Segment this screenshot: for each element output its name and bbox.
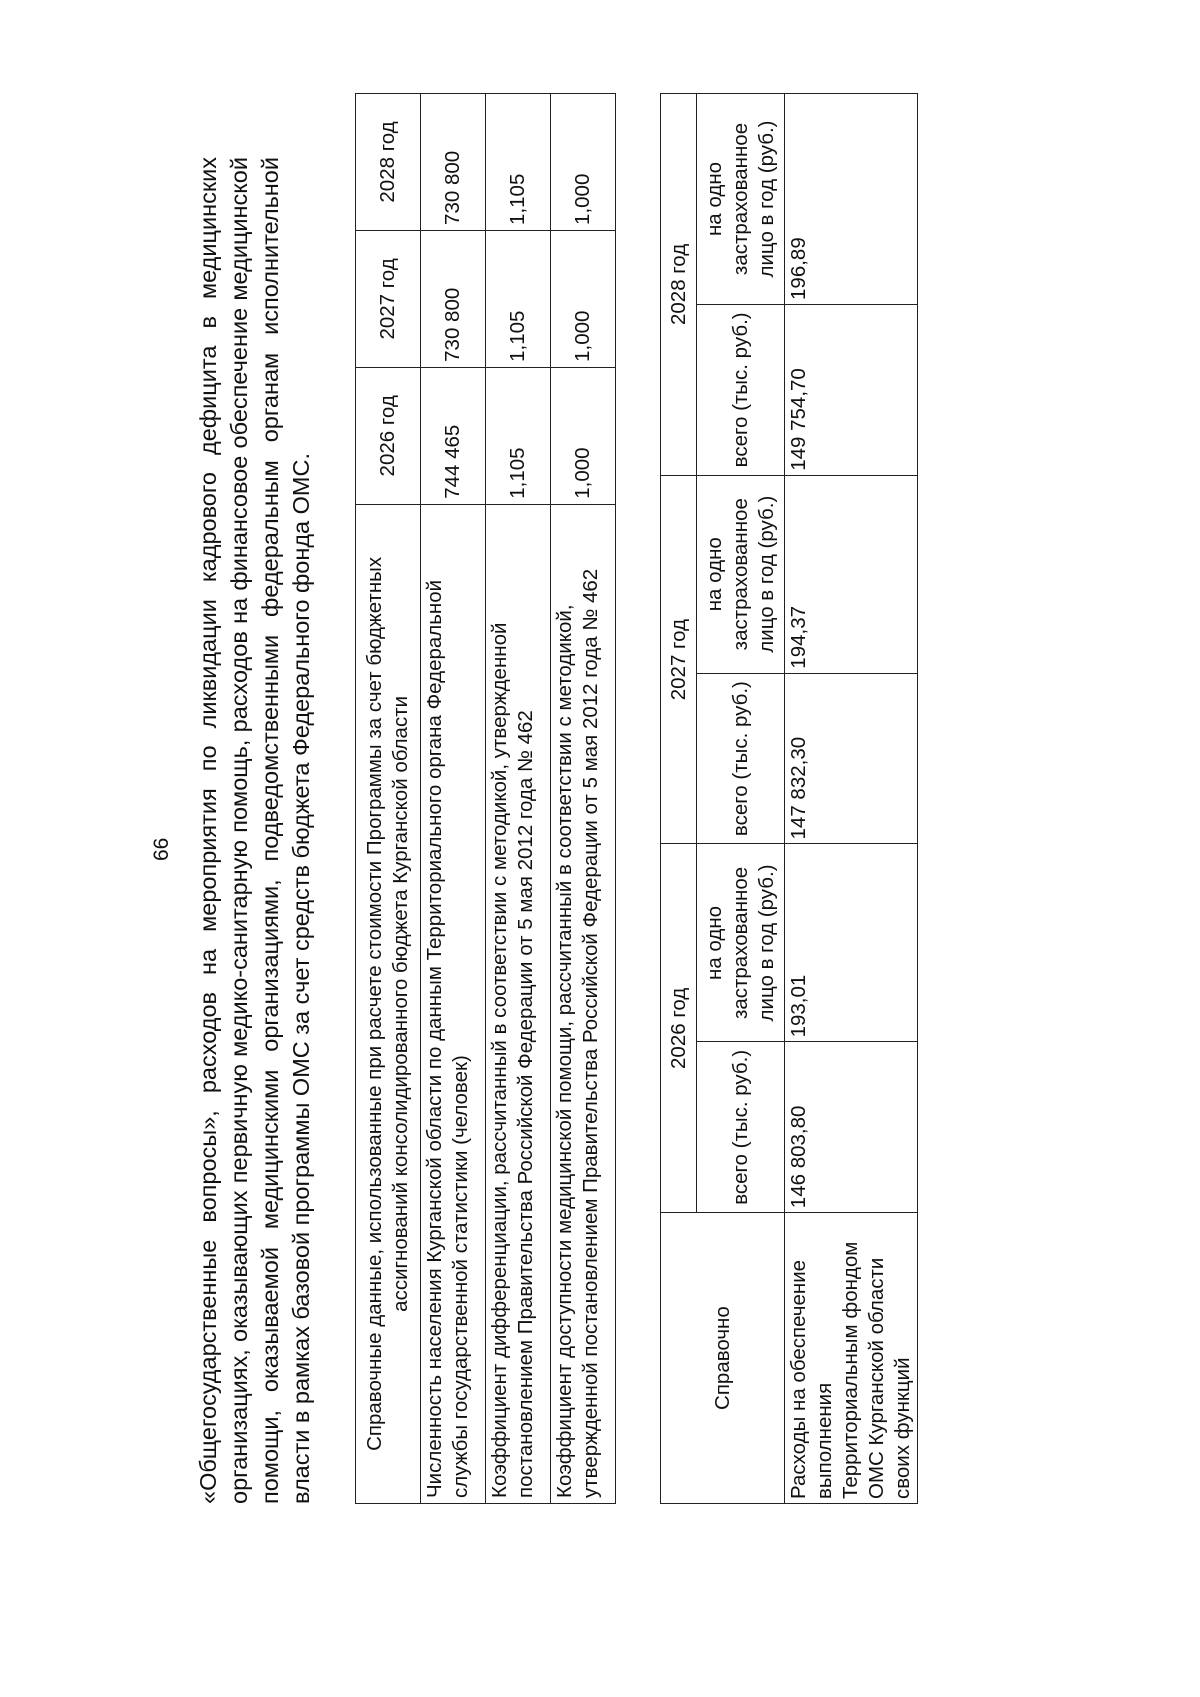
table-header-row xyxy=(661,94,697,1504)
table-row xyxy=(421,94,486,1504)
table-cell: 1,105 xyxy=(486,94,551,231)
table-cell: 194,37 xyxy=(785,475,918,673)
year-header: 2027 год xyxy=(661,475,697,844)
row-label: Коэффициент доступности медицинской помощи, рассчитанный в соответствии с методикой, утвержденной постановлением Правительства Российской Федерации от 5 мая 2012 года № 462 xyxy=(551,504,616,1503)
table-cell: 193,01 xyxy=(785,844,918,1042)
table-cell: 1,105 xyxy=(486,367,551,504)
subheader-total: всего (тыс. руб.) xyxy=(697,304,785,475)
subheader-per-person: на одно застрахованное лицо в год (руб.) xyxy=(697,844,785,1042)
year-header: 2026 год xyxy=(356,367,421,504)
table-cell: 730 800 xyxy=(421,94,486,231)
subheader-total: всего (тыс. руб.) xyxy=(697,673,785,844)
year-header: 2026 год xyxy=(661,844,697,1213)
subheader-per-person: на одно застрахованное лицо в год (руб.) xyxy=(697,94,785,305)
table-cell: 196,89 xyxy=(785,94,918,305)
row-label: Коэффициент дифференциации, рассчитанный в соответствии с методикой, утвержденной постановлением Правительства Российской Федерации от 5 мая 2012 года № 462 xyxy=(486,504,551,1503)
table-cell: 149 754,70 xyxy=(785,304,918,475)
table-row xyxy=(551,94,616,1504)
table-cell: 146 803,80 xyxy=(785,1042,918,1213)
table-cell: 1,000 xyxy=(551,367,616,504)
header-label: Справочные данные, использованные при расчете стоимости Программы за счет бюджетных ассигнований консолидированного бюджета Курганской области xyxy=(356,504,421,1503)
table-cell: 1,000 xyxy=(551,230,616,367)
table-row xyxy=(785,94,918,1504)
table-cell: 147 832,30 xyxy=(785,673,918,844)
table-cell: 1,105 xyxy=(486,230,551,367)
table-header-row xyxy=(356,94,421,1504)
table-cell: 744 465 xyxy=(421,367,486,504)
table-cell: 730 800 xyxy=(421,230,486,367)
reference-data-table xyxy=(355,93,616,1504)
year-header: 2027 год xyxy=(356,230,421,367)
subheader-per-person: на одно застрахованное лицо в год (руб.) xyxy=(697,475,785,673)
year-header: 2028 год xyxy=(356,94,421,231)
table-row xyxy=(486,94,551,1504)
page-number: 66 xyxy=(150,837,173,861)
intro-paragraph: «Общегосударственные вопросы», расходов на мероприятия по ликвидации кадрового дефицита в медицинских организациях, оказывающих первичную медико-санитарную помощь, расходов на финансовое обеспечение медицинской помощи, оказываемой медицинскими организациями, подведомственными федеральным органам исполнительной власти в рамках базовой программы ОМС за счет средств бюджета Федерального фонда ОМС. xyxy=(195,157,314,1504)
table-cell: 1,000 xyxy=(551,94,616,231)
row-label: Численность населения Курганской области по данным Территориального органа Федеральной службы государственной статистики (человек) xyxy=(421,504,486,1503)
subheader-total: всего (тыс. руб.) xyxy=(697,1042,785,1213)
year-header: 2028 год xyxy=(661,94,697,476)
corner-header: Справочно xyxy=(661,1213,785,1504)
expenses-table xyxy=(660,93,918,1504)
row-label: Расходы на обеспечение выполнения Территориальным фондом ОМС Курганской области своих функций xyxy=(785,1213,918,1504)
